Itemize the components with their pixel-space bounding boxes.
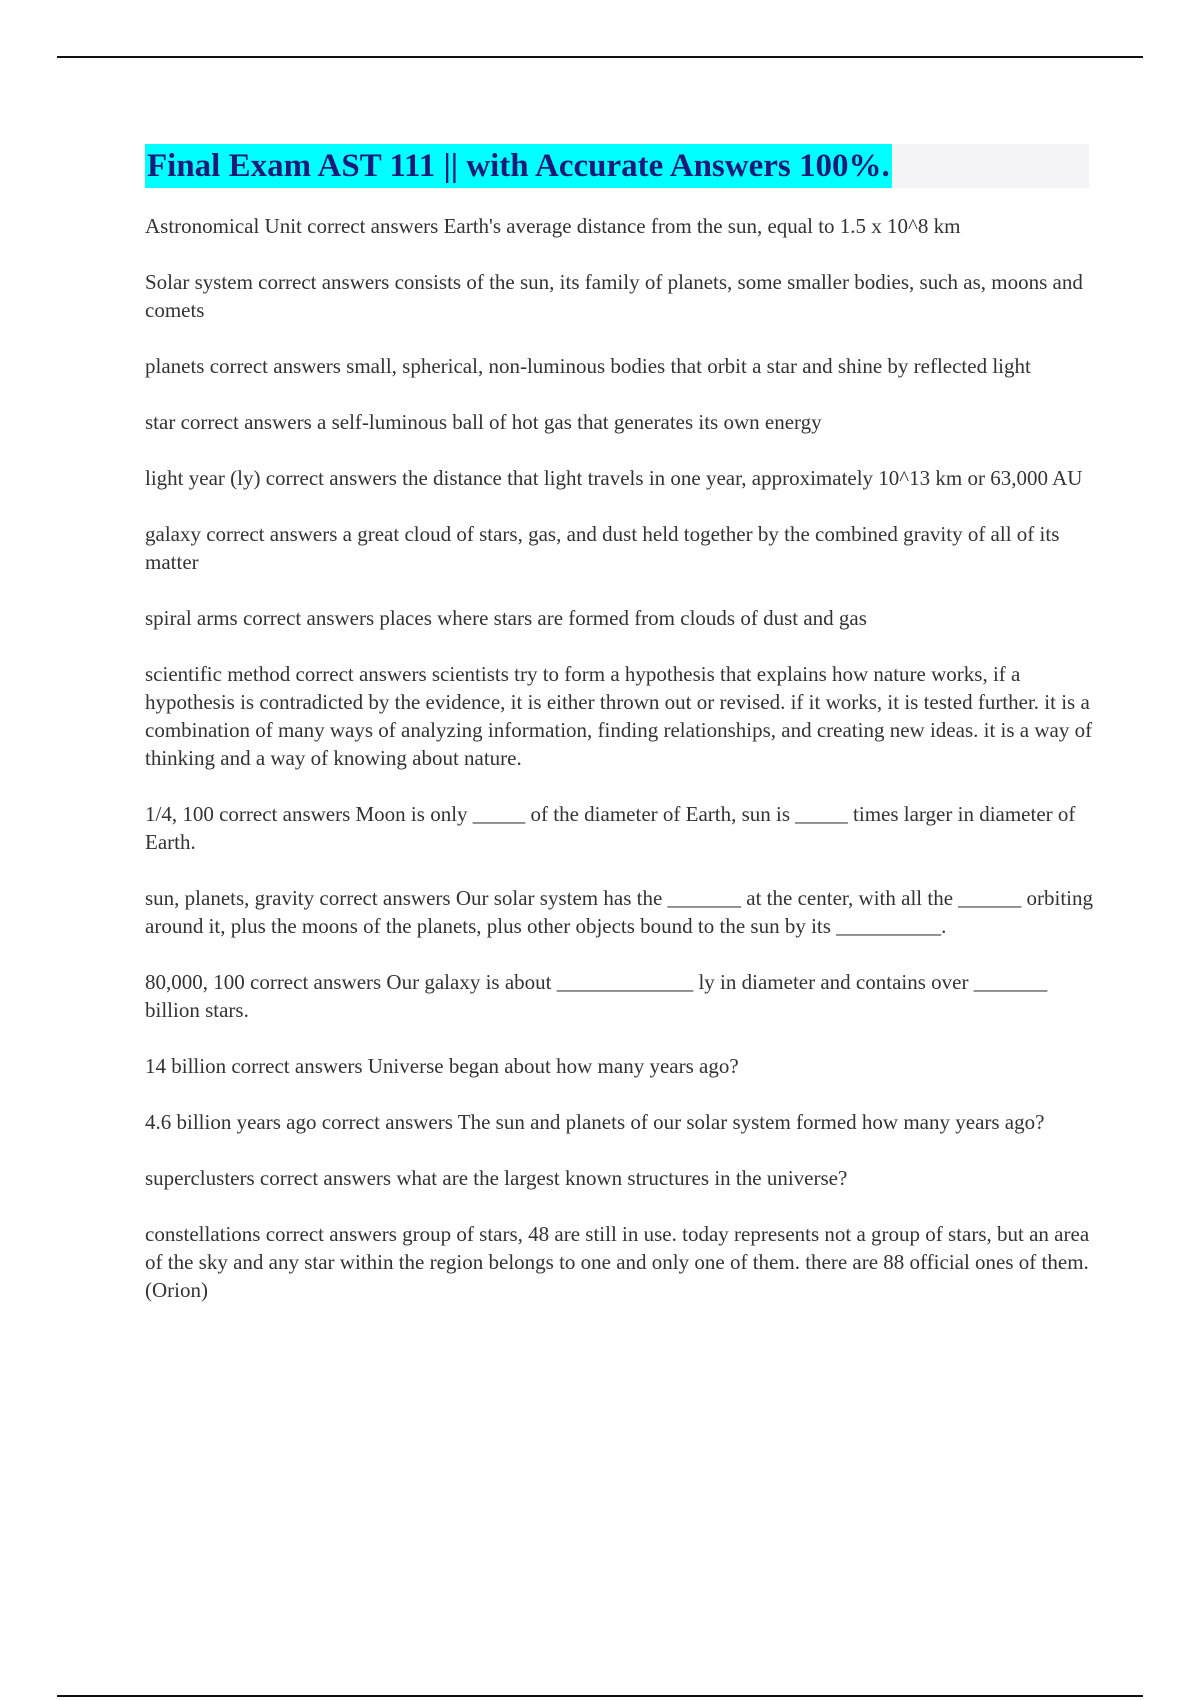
flashcard-entry: constellations correct answers group of stars, 48 are still in use. today represents not a group of stars, but an area of the sky and any star within the region belongs to one and only one of them. there are 88 official ones of them. (Orion)	[145, 1222, 1090, 1302]
document-title: Final Exam AST 111 || with Accurate Answers 100%.	[145, 144, 892, 188]
flashcard-entry: sun, planets, gravity correct answers Our solar system has the _______ at the center, with all the ______ orbiting around it, plus the moons of the planets, plus other objects bound to the sun by its __________.	[145, 886, 1094, 938]
flashcard-entry: light year (ly) correct answers the distance that light travels in one year, approximately 10^13 km or 63,000 AU	[145, 466, 1083, 490]
flashcard-entry: superclusters correct answers what are the largest known structures in the universe?	[145, 1166, 848, 1190]
bottom-divider	[57, 1695, 1143, 1697]
title-bar	[145, 144, 1089, 188]
top-divider	[57, 56, 1143, 58]
flashcard-entry: Astronomical Unit correct answers Earth's average distance from the sun, equal to 1.5 x 10^8 km	[145, 214, 961, 238]
flashcard-entry: Solar system correct answers consists of the sun, its family of planets, some smaller bodies, such as, moons and comets	[145, 270, 1083, 322]
flashcard-entry: 1/4, 100 correct answers Moon is only _____ of the diameter of Earth, sun is _____ times larger in diameter of Earth.	[145, 802, 1076, 854]
flashcard-entry: galaxy correct answers a great cloud of stars, gas, and dust held together by the combined gravity of all of its matter	[145, 522, 1060, 574]
flashcard-entry: planets correct answers small, spherical, non-luminous bodies that orbit a star and shine by reflected light	[145, 354, 1031, 378]
flashcard-entry: scientific method correct answers scientists try to form a hypothesis that explains how nature works, if a hypothesis is contradicted by the evidence, it is either thrown out or revised. if it works, it is tested further. it is a combination of many ways of analyzing information, finding relationships, and creating new ideas. it is a way of thinking and a way of knowing about nature.	[145, 662, 1093, 770]
flashcard-entry: 4.6 billion years ago correct answers The sun and planets of our solar system formed how many years ago?	[145, 1110, 1045, 1134]
flashcard-list	[145, 212, 1095, 1332]
flashcard-entry: 14 billion correct answers Universe began about how many years ago?	[145, 1054, 739, 1078]
flashcard-entry: star correct answers a self-luminous ball of hot gas that generates its own energy	[145, 410, 822, 434]
flashcard-entry: spiral arms correct answers places where stars are formed from clouds of dust and gas	[145, 606, 867, 630]
flashcard-entry: 80,000, 100 correct answers Our galaxy is about _____________ ly in diameter and contains over _______ billion stars.	[145, 970, 1048, 1022]
